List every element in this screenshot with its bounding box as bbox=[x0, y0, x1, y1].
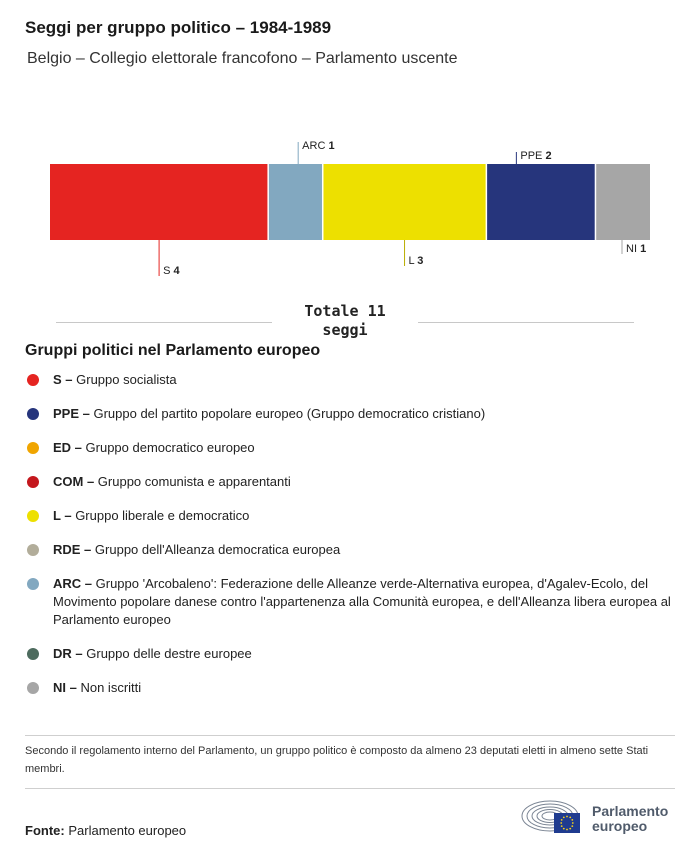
legend-text: Non iscritti bbox=[80, 680, 142, 695]
legend-abbr: PPE – bbox=[53, 406, 90, 421]
bar-segment-ppe bbox=[486, 164, 595, 240]
legend-item-ppe bbox=[25, 405, 675, 423]
legend-item-rde bbox=[25, 541, 675, 559]
segment-label-s: S 4 bbox=[163, 265, 180, 277]
total-divider-left bbox=[56, 322, 272, 323]
legend-item-dr bbox=[25, 645, 675, 663]
bar-segment-arc bbox=[268, 164, 323, 240]
bar-segment-s bbox=[50, 164, 268, 240]
legend-dot-icon bbox=[27, 682, 39, 694]
legend-dot-icon bbox=[27, 374, 39, 386]
legend-text: Gruppo democratico europeo bbox=[85, 440, 255, 455]
legend-text: Gruppo del partito popolare europeo (Gruppo democratico cristiano) bbox=[93, 406, 486, 421]
legend-item-l bbox=[25, 507, 675, 525]
segment-label-ppe: PPE 2 bbox=[520, 150, 552, 162]
legend-list bbox=[25, 371, 675, 697]
parliament-hemicycle-icon bbox=[520, 798, 590, 840]
total-divider-right bbox=[418, 322, 634, 323]
chart-title: Seggi per gruppo politico – 1984-1989 bbox=[25, 18, 332, 37]
legend-text: Gruppo comunista e apparentanti bbox=[97, 474, 291, 489]
legend-item-arc bbox=[25, 575, 675, 629]
legend-abbr: L – bbox=[53, 508, 72, 523]
legend-text: Gruppo 'Arcobaleno': Federazione delle Alleanze verde-Alternativa europea, d'Agalev-Ecolo, del Movimento popolare danese contro l'appartenenza alla Comunità europea, e dell'Alleanza libera europea al Parlamento europeo bbox=[53, 576, 671, 627]
legend-text: Gruppo dell'Alleanza democratica europea bbox=[94, 542, 341, 557]
logo-line2: europeo bbox=[592, 818, 648, 834]
legend-dot-icon bbox=[27, 408, 39, 420]
legend-dot-icon bbox=[27, 442, 39, 454]
bar-segment-ni bbox=[595, 164, 650, 240]
footnote-divider-bottom bbox=[25, 788, 675, 789]
legend-text: Gruppo socialista bbox=[76, 372, 177, 387]
legend-abbr: S – bbox=[53, 372, 73, 387]
bar-segment-l bbox=[323, 164, 487, 240]
total-seats bbox=[272, 302, 418, 340]
total-seats-line1: Totale 11 bbox=[304, 302, 386, 320]
legend-abbr: ED – bbox=[53, 440, 82, 455]
source-label: Fonte: bbox=[25, 823, 65, 838]
total-seats-line2: seggi bbox=[322, 321, 368, 339]
legend-abbr: ARC – bbox=[53, 576, 93, 591]
footnote: Secondo il regolamento interno del Parlamento, un gruppo politico è composto da almeno 23 deputati eletti in almeno sette Stati membri. bbox=[25, 745, 649, 775]
footnote-divider-top bbox=[25, 735, 675, 736]
european-parliament-logo bbox=[520, 798, 680, 840]
legend-item-com bbox=[25, 473, 675, 491]
chart-subtitle: Belgio – Collegio elettorale francofono – Parlamento uscente bbox=[27, 50, 458, 67]
legend-item-s bbox=[25, 371, 675, 389]
segment-label-l: L 3 bbox=[408, 255, 424, 267]
logo-line1: Parlamento bbox=[592, 803, 669, 819]
legend-item-ed bbox=[25, 439, 675, 457]
legend-abbr: COM – bbox=[53, 474, 95, 489]
segment-label-arc: ARC 1 bbox=[302, 140, 335, 152]
legend-title: Gruppi politici nel Parlamento europeo bbox=[25, 342, 321, 359]
stacked-seat-bar-chart bbox=[0, 130, 700, 290]
legend-abbr: NI – bbox=[53, 680, 77, 695]
legend-text: Gruppo delle destre europee bbox=[86, 646, 252, 661]
legend-dot-icon bbox=[27, 510, 39, 522]
source-credit bbox=[25, 823, 186, 838]
legend-abbr: RDE – bbox=[53, 542, 92, 557]
legend-dot-icon bbox=[27, 648, 39, 660]
legend-dot-icon bbox=[27, 544, 39, 556]
legend-text: Gruppo liberale e democratico bbox=[75, 508, 250, 523]
source-text: Parlamento europeo bbox=[68, 823, 187, 838]
legend-abbr: DR – bbox=[53, 646, 83, 661]
segment-label-ni: NI 1 bbox=[626, 243, 647, 255]
legend-dot-icon bbox=[27, 476, 39, 488]
logo-wordmark bbox=[592, 804, 668, 834]
legend-item-ni bbox=[25, 679, 675, 697]
legend-dot-icon bbox=[27, 578, 39, 590]
